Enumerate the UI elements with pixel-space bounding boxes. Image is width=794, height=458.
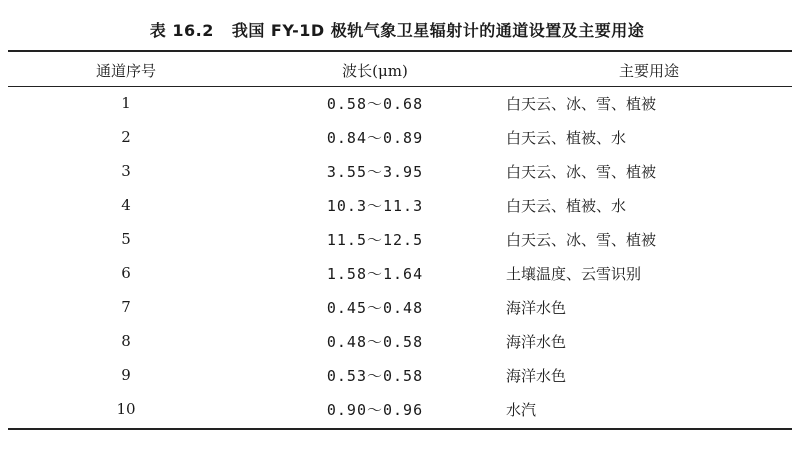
table-row [8,324,792,358]
wavelength-cell: 0.90～0.96 [326,400,424,419]
channel-cell: 4 [121,196,131,214]
table-number: 表 16.2 [149,21,214,40]
table-row [8,154,792,188]
table-row [8,188,792,222]
channel-cell: 9 [121,366,131,384]
channel-cell: 8 [121,332,131,350]
table-title: 我国 FY-1D 极轨气象卫星辐射计的通道设置及主要用途 [231,21,645,40]
channel-cell: 7 [121,298,131,316]
table-row [8,358,792,392]
channel-cell: 2 [121,128,131,146]
bottom-rule [8,428,792,430]
table-caption [0,18,794,41]
table-row [8,256,792,290]
channel-cell: 5 [121,230,131,248]
wavelength-cell: 10.3～11.3 [326,196,424,215]
usage-cell: 白天云、冰、雪、植被 [506,162,657,181]
table-row [8,392,792,426]
table-row [8,290,792,324]
channel-cell: 3 [121,162,131,180]
wavelength-cell: 11.5～12.5 [326,230,424,249]
wavelength-cell: 0.84～0.89 [326,128,424,147]
usage-cell: 海洋水色 [506,332,567,351]
wavelength-cell: 0.48～0.58 [326,332,424,351]
channel-cell: 6 [121,264,131,282]
wavelength-cell: 3.55～3.95 [326,162,424,181]
header-usage: 主要用途 [618,61,679,80]
header-wavelength: 波长(μm) [342,61,408,80]
wavelength-cell: 0.45～0.48 [326,298,424,317]
usage-cell: 白天云、植被、水 [506,128,627,147]
table-row [8,86,792,120]
wavelength-cell: 0.58～0.68 [326,94,424,113]
usage-cell: 白天云、冰、雪、植被 [506,230,657,249]
usage-cell: 白天云、植被、水 [506,196,627,215]
header-channel: 通道序号 [95,61,156,80]
wavelength-cell: 0.53～0.58 [326,366,424,385]
wavelength-cell: 1.58～1.64 [326,264,424,283]
usage-cell: 土壤温度、云雪识别 [506,264,642,283]
table-row [8,222,792,256]
header-row [8,52,792,86]
usage-cell: 海洋水色 [506,366,567,385]
channel-cell: 1 [121,94,131,112]
usage-cell: 海洋水色 [506,298,567,317]
channel-cell: 10 [116,400,136,418]
table-row [8,120,792,154]
usage-cell: 水汽 [506,400,537,419]
usage-cell: 白天云、冰、雪、植被 [506,94,657,113]
channel-table [8,52,792,426]
